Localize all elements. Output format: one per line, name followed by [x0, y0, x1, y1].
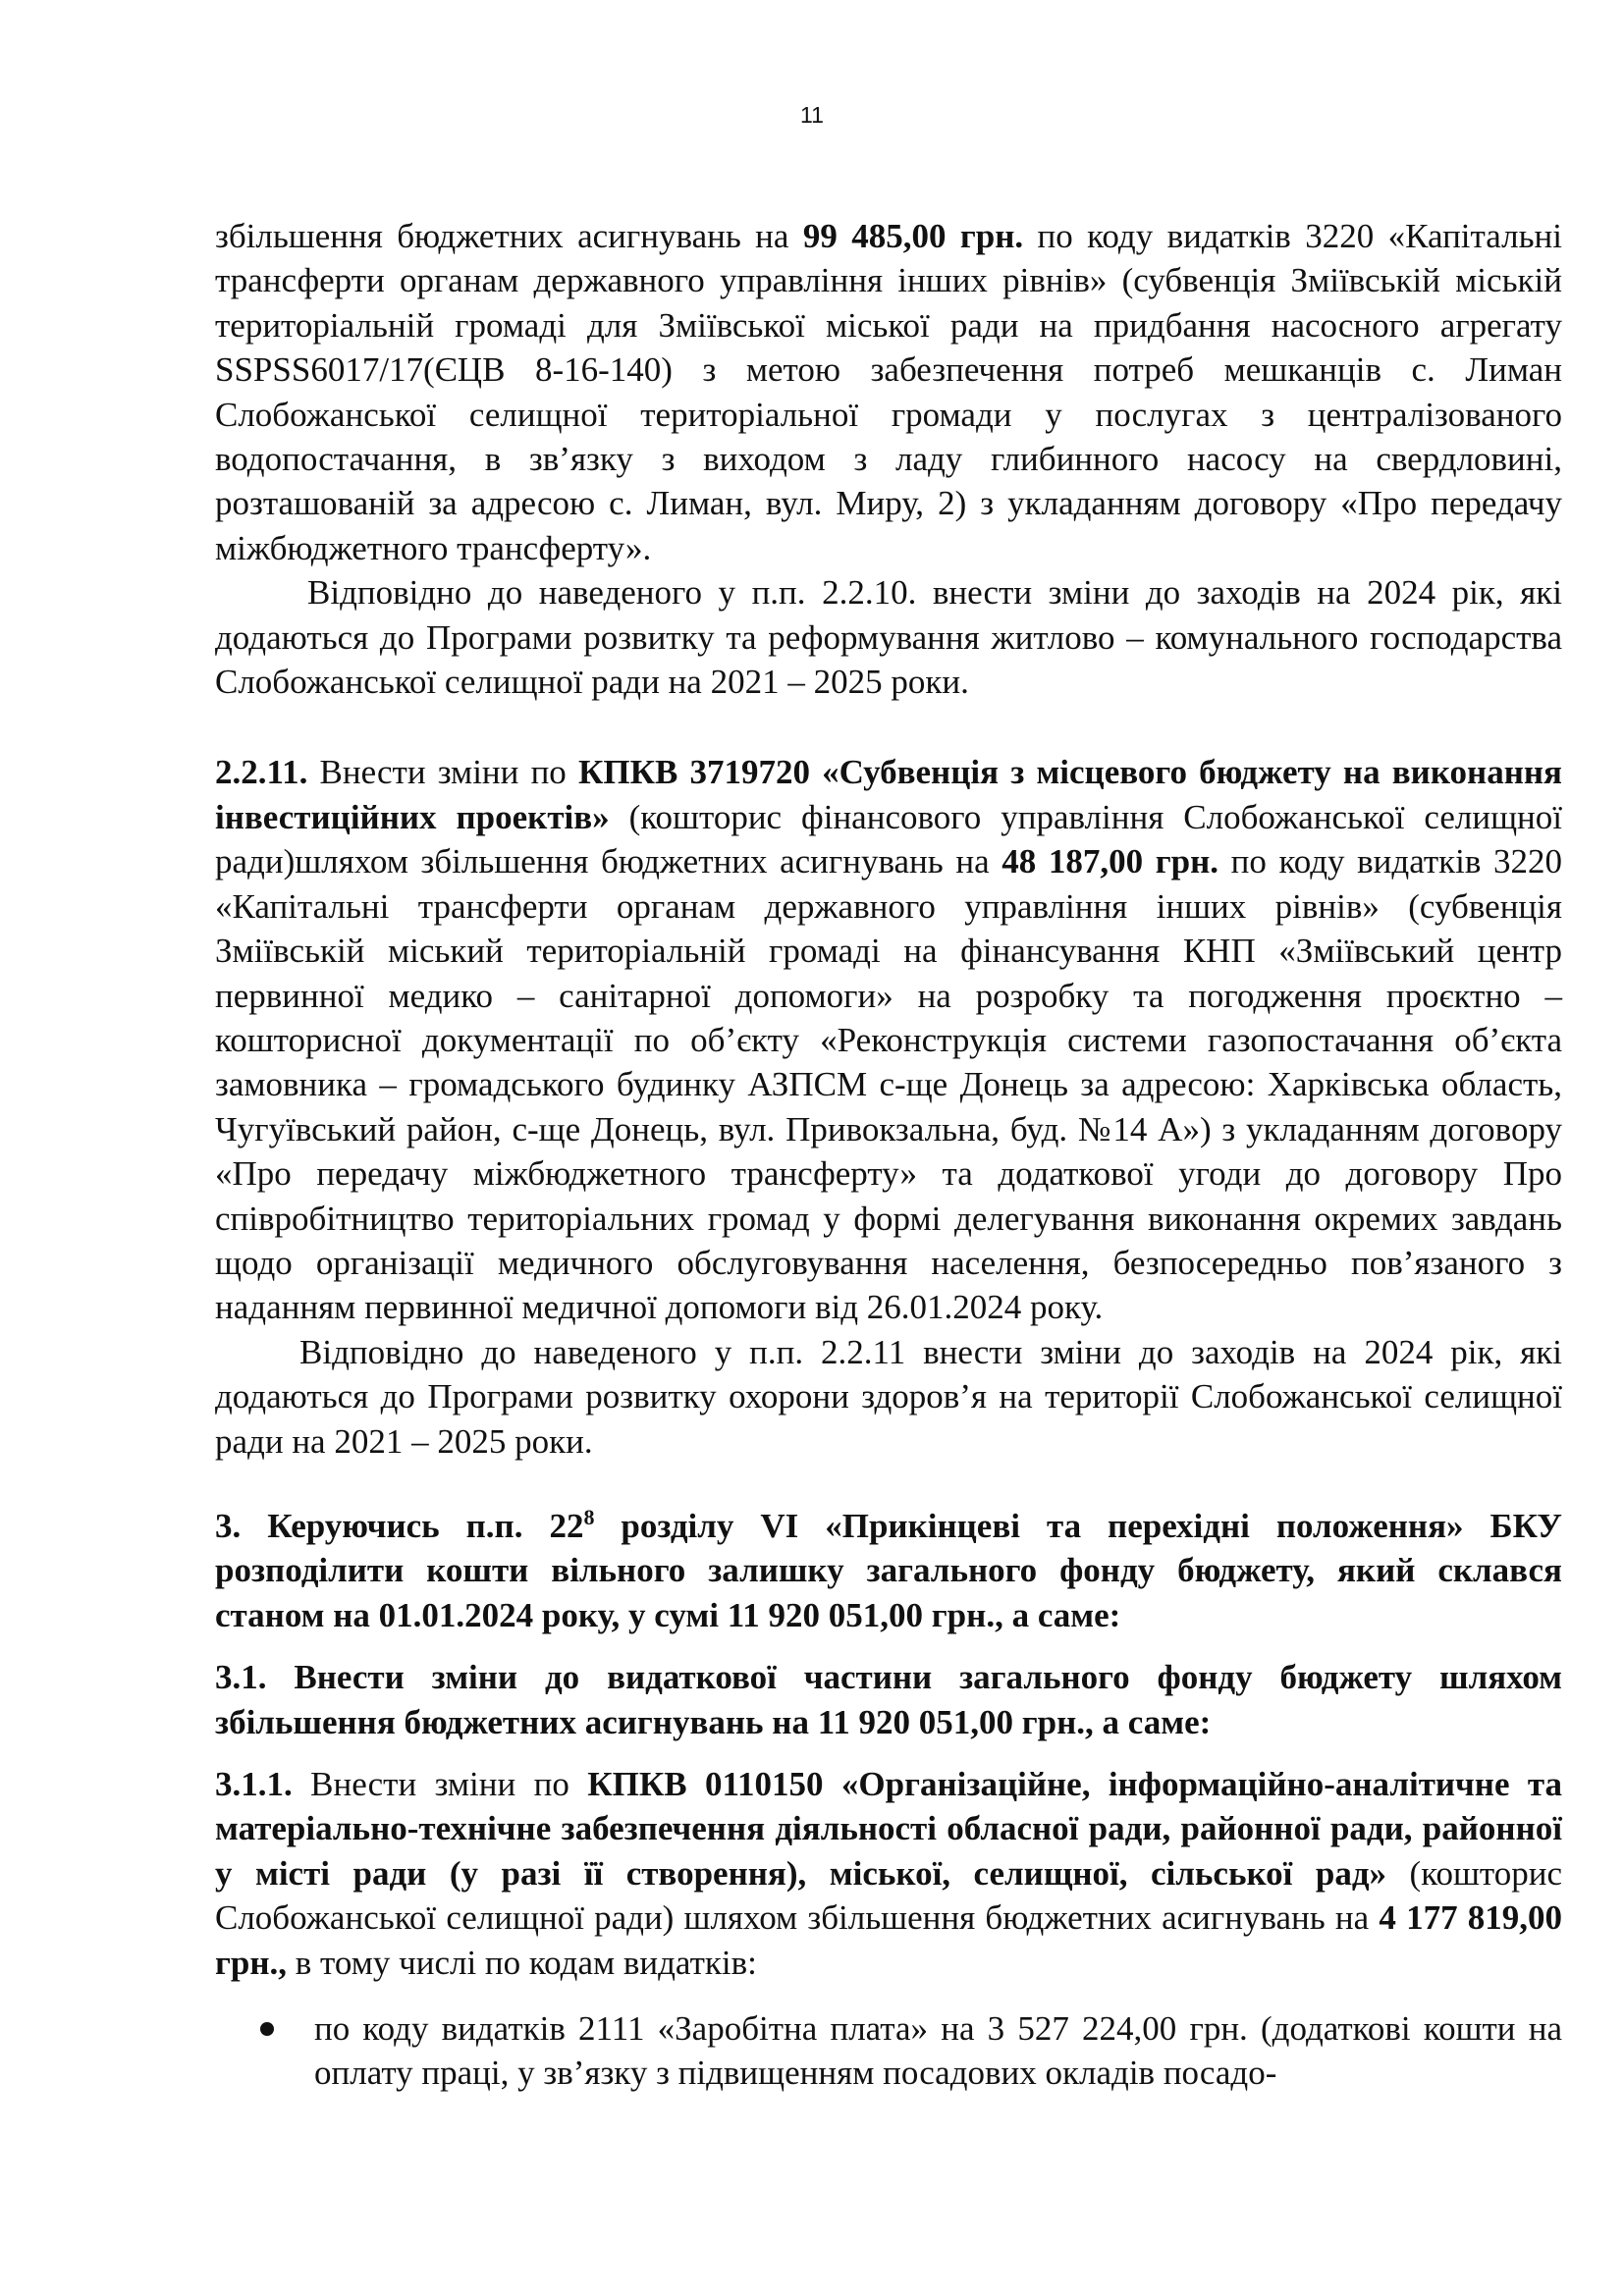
paragraph-section-3	[215, 1504, 1562, 1637]
list-item	[215, 2006, 1562, 2096]
superscript: 8	[583, 1504, 595, 1529]
paragraph-subvention-pump	[215, 214, 1562, 570]
text-run: (кошторис Слобожанської селищної ради) шляхом збільшення бюджетних асигнувань на	[215, 1853, 1562, 1938]
text-run: в тому числі по кодам видатків:	[287, 1943, 757, 1982]
amount-bold: 4 177 819,00 грн.,	[215, 1898, 1563, 1982]
text-run: (кошторис фінансового управління Слобожанської селищної ради)шляхом збільшення бюджетних асигнувань на	[215, 797, 1562, 881]
page-number: 11	[800, 102, 824, 128]
bold-text: 3.1. Внести зміни до видаткової частини загального фонду бюджету шляхом збільшення бюджетних асигнувань на 11 920 051,00 грн., а саме:	[215, 1658, 1562, 1741]
expense-code-list	[215, 2006, 1562, 2096]
paragraph-3-1-1	[215, 1762, 1562, 1985]
text-run: 3. Керуючись п.п. 22	[215, 1506, 584, 1545]
text-run: збільшення бюджетних асигнувань на	[215, 217, 803, 255]
text-run: розділу VI «Прикінцеві та перехідні положення» БКУ розподілити кошти вільного залишку загального фонду бюджету, який склався станом на 01.01.2024 року, у сумі 11 920 051,00 грн., а саме:	[215, 1506, 1562, 1634]
kpkv-title-bold: КПКВ 0110150 «Організаційне, інформаційно-аналітичне та матеріально-технічне забезпечення діяльності обласної ради, районної ради, районної у місті ради (у разі її створення), міської, селищної, сільської рад»	[215, 1765, 1562, 1893]
amount-bold: 99 485,00 грн.	[802, 217, 1024, 255]
text-run: Внести зміни по	[292, 1765, 588, 1803]
paragraph-3-1	[215, 1655, 1562, 1744]
section-number: 2.2.11.	[215, 753, 308, 792]
text-run: по коду видатків 3220 «Капітальні трансферти органам державного управління інших рівнів» (субвенція Зміївській міській територіальній громаді для Зміївської міської ради на придбання насосного агрегату SSPSS6017/17(ЄЦВ 8-16-140) з метою забезпечення потреб мешканців с. Лиман Слобожанської селищної територіальної громади у послугах з централізованого водопостачання, в зв’язку з виходом з ладу глибинного насосу на свердловині, розташованій за адресою с. Лиман, вул. Миру, 2) з укладанням договору «Про передачу міжбюджетного трансферту».	[215, 217, 1562, 567]
paragraph-program-reference-health: Відповідно до наведеного у п.п. 2.2.11 внести зміни до заходів на 2024 рік, які додаються до Програми розвитку охорони здоров’я на території Слобожанської селищної ради на 2021 – 2025 роки.	[215, 1332, 1562, 1461]
paragraph-program-reference-housing: Відповідно до наведеного у п.п. 2.2.10. внести зміни до заходів на 2024 рік, які додаються до Програми розвитку та реформування житлово – комунального господарства Слобожанської селищної ради на 2021 – 2025 роки.	[215, 573, 1562, 702]
amount-bold: 48 187,00 грн.	[1001, 842, 1219, 881]
list-item-text: по коду видатків 2111 «Заробітна плата» на 3 527 224,00 грн. (додаткові кошти на оплату праці, у зв’язку з підвищенням посадових окладів посадо-	[314, 2009, 1562, 2093]
section-number: 3.1.1.	[215, 1765, 293, 1803]
paragraph-2-2-11	[215, 750, 1562, 1329]
kpkv-title-bold: КПКВ 3719720 «Субвенція з місцевого бюджету на виконання інвестиційних проектів»	[215, 753, 1562, 836]
text-run: по коду видатків 3220 «Капітальні трансферти органам державного управління інших рівнів» (субвенція Зміївській міський територіальній громаді на фінансування КНП «Зміївський центр первинної медико – санітарної допомоги» на розробку та погодження проєктно – кошторисної документації по об’єкту «Реконструкція системи газопостачання об’єкта замовника – громадського будинку АЗПСМ с-ще Донець за адресою: Харківська область, Чугуївський район, с-ще Донець, вул. Привокзальна, буд. №14 А») з укладанням договору «Про передачу міжбюджетного трансферту» та додаткової угоди до договору Про співробітництво територіальних громад у формі делегування виконання окремих завдань щодо організації медичного обслуговування населення, безпосередньо пов’язаного з наданням первинної медичної допомоги від 26.01.2024 року.	[215, 842, 1563, 1327]
text-run: Внести зміни по	[307, 753, 578, 792]
document-body	[215, 214, 1562, 2096]
bullet-icon	[260, 2022, 274, 2036]
